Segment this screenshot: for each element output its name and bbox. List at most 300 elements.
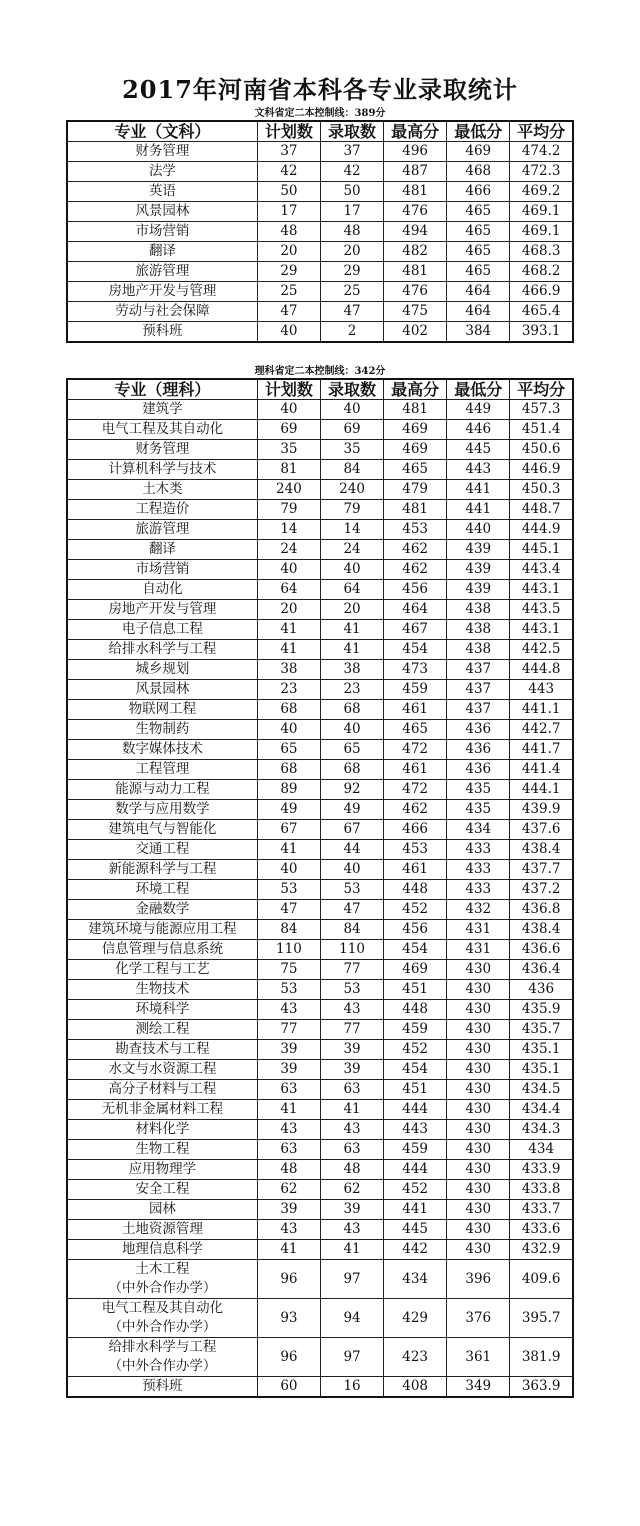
cell-major: 材料化学: [67, 1120, 257, 1140]
cell-admitted: 77: [320, 1020, 383, 1040]
cell-major: 土木类: [67, 480, 257, 500]
cell-plan: 63: [257, 1080, 320, 1100]
cell-major: 劳动与社会保障: [67, 302, 257, 322]
cell-plan: 43: [257, 1000, 320, 1020]
cell-min-score: 432: [447, 900, 510, 920]
column-header-admitted: 录取数: [320, 121, 383, 142]
cell-admitted: 49: [320, 800, 383, 820]
cell-admitted: 97: [320, 1338, 383, 1377]
cell-min-score: 430: [447, 1140, 510, 1160]
cell-major: 旅游管理: [67, 262, 257, 282]
cell-admitted: 41: [320, 620, 383, 640]
cell-max-score: 476: [384, 282, 447, 302]
cell-min-score: 434: [447, 820, 510, 840]
cell-admitted: 47: [320, 900, 383, 920]
table-row: [67, 202, 573, 222]
cell-plan: 41: [257, 1240, 320, 1260]
table-row: [67, 640, 573, 660]
cell-avg-score: 363.9: [510, 1377, 573, 1398]
cell-plan: 110: [257, 940, 320, 960]
cell-plan: 43: [257, 1120, 320, 1140]
table-row: [67, 780, 573, 800]
cell-avg-score: 443: [510, 680, 573, 700]
cell-major: 安全工程: [67, 1180, 257, 1200]
cell-admitted: 110: [320, 940, 383, 960]
cell-admitted: 69: [320, 420, 383, 440]
table-row: [67, 500, 573, 520]
cell-min-score: 430: [447, 1040, 510, 1060]
cell-major: 水文与水资源工程: [67, 1060, 257, 1080]
cell-avg-score: 468.2: [510, 262, 573, 282]
cell-major: 新能源科学与工程: [67, 860, 257, 880]
cell-max-score: 454: [384, 1060, 447, 1080]
column-header-admitted: 录取数: [320, 379, 383, 400]
cell-avg-score: 433.6: [510, 1220, 573, 1240]
cell-major: 测绘工程: [67, 1020, 257, 1040]
arts-admission-table: [66, 120, 574, 343]
cell-min-score: 430: [447, 1220, 510, 1240]
cell-avg-score: 451.4: [510, 420, 573, 440]
cell-admitted: 39: [320, 1200, 383, 1220]
cell-major: 建筑环境与能源应用工程: [67, 920, 257, 940]
cell-major: 电子信息工程: [67, 620, 257, 640]
cell-max-score: 444: [384, 1160, 447, 1180]
table-row: [67, 1200, 573, 1220]
cell-min-score: 436: [447, 760, 510, 780]
cell-major: 数学与应用数学: [67, 800, 257, 820]
cell-plan: 64: [257, 580, 320, 600]
cell-avg-score: 381.9: [510, 1338, 573, 1377]
table-row: [67, 560, 573, 580]
cell-plan: 20: [257, 600, 320, 620]
cell-min-score: 433: [447, 840, 510, 860]
cell-admitted: 67: [320, 820, 383, 840]
cell-plan: 47: [257, 302, 320, 322]
cell-min-score: 437: [447, 700, 510, 720]
cell-major: 生物制药: [67, 720, 257, 740]
column-header-major: 专业（文科）: [67, 121, 257, 142]
cell-major: 电气工程及其自动化: [67, 420, 257, 440]
cell-major: 旅游管理: [67, 520, 257, 540]
cell-major: 房地产开发与管理: [67, 600, 257, 620]
cell-min-score: 430: [447, 1200, 510, 1220]
table-header-row: [67, 121, 573, 142]
cell-admitted: 43: [320, 1220, 383, 1240]
cell-max-score: 476: [384, 202, 447, 222]
cell-plan: 39: [257, 1060, 320, 1080]
table-row: [67, 1377, 573, 1398]
cell-avg-score: 435.7: [510, 1020, 573, 1040]
cell-admitted: 39: [320, 1060, 383, 1080]
cell-admitted: 40: [320, 720, 383, 740]
cell-min-score: 430: [447, 980, 510, 1000]
cell-plan: 69: [257, 420, 320, 440]
cell-max-score: 452: [384, 1040, 447, 1060]
cell-major: 环境工程: [67, 880, 257, 900]
cell-min-score: 396: [447, 1260, 510, 1299]
cell-major: 数字媒体技术: [67, 740, 257, 760]
table-row: [67, 740, 573, 760]
cell-major: 工程管理: [67, 760, 257, 780]
column-header-max-score: 最高分: [384, 121, 447, 142]
cell-min-score: 433: [447, 880, 510, 900]
table-row: [67, 1338, 573, 1377]
cell-major: 财务管理: [67, 142, 257, 162]
cell-avg-score: 442.7: [510, 720, 573, 740]
cell-max-score: 494: [384, 222, 447, 242]
cell-max-score: 469: [384, 440, 447, 460]
cell-major: 地理信息科学: [67, 1240, 257, 1260]
cell-max-score: 465: [384, 460, 447, 480]
cell-max-score: 454: [384, 940, 447, 960]
cell-min-score: 376: [447, 1299, 510, 1338]
cell-plan: 41: [257, 1100, 320, 1120]
cell-avg-score: 435.9: [510, 1000, 573, 1020]
cell-avg-score: 437.6: [510, 820, 573, 840]
cell-plan: 53: [257, 880, 320, 900]
cell-plan: 17: [257, 202, 320, 222]
cell-admitted: 42: [320, 162, 383, 182]
cell-min-score: 430: [447, 1180, 510, 1200]
cell-plan: 48: [257, 1160, 320, 1180]
cell-avg-score: 457.3: [510, 400, 573, 420]
cell-min-score: 465: [447, 262, 510, 282]
cell-major: 风景园林: [67, 202, 257, 222]
cell-max-score: 442: [384, 1240, 447, 1260]
table-row: [67, 162, 573, 182]
cell-min-score: 435: [447, 780, 510, 800]
cell-major: 市场营销: [67, 222, 257, 242]
cell-admitted: 68: [320, 760, 383, 780]
cell-max-score: 444: [384, 1100, 447, 1120]
cell-admitted: 37: [320, 142, 383, 162]
cell-major: 信息管理与信息系统: [67, 940, 257, 960]
cell-admitted: 2: [320, 322, 383, 343]
cell-major: 给排水科学与工程: [67, 640, 257, 660]
cell-admitted: 84: [320, 920, 383, 940]
table-row: [67, 660, 573, 680]
cell-avg-score: 441.4: [510, 760, 573, 780]
cell-avg-score: 409.6: [510, 1260, 573, 1299]
cell-max-score: 481: [384, 262, 447, 282]
cell-avg-score: 437.7: [510, 860, 573, 880]
cell-admitted: 29: [320, 262, 383, 282]
cell-admitted: 63: [320, 1080, 383, 1100]
cell-avg-score: 444.9: [510, 520, 573, 540]
cell-min-score: 439: [447, 560, 510, 580]
cell-max-score: 487: [384, 162, 447, 182]
table-row: [67, 480, 573, 500]
cell-max-score: 469: [384, 420, 447, 440]
cell-avg-score: 395.7: [510, 1299, 573, 1338]
table-row: [67, 182, 573, 202]
column-header-max-score: 最高分: [384, 379, 447, 400]
cell-min-score: 443: [447, 460, 510, 480]
cell-major: 翻译: [67, 242, 257, 262]
cell-major: 应用物理学: [67, 1160, 257, 1180]
cell-avg-score: 434.4: [510, 1100, 573, 1120]
cell-min-score: 468: [447, 162, 510, 182]
cell-max-score: 456: [384, 920, 447, 940]
cell-avg-score: 442.5: [510, 640, 573, 660]
cell-min-score: 464: [447, 282, 510, 302]
cell-admitted: 41: [320, 1100, 383, 1120]
cell-max-score: 459: [384, 1140, 447, 1160]
cell-plan: 20: [257, 242, 320, 262]
cell-admitted: 64: [320, 580, 383, 600]
cell-max-score: 462: [384, 800, 447, 820]
cell-plan: 60: [257, 1377, 320, 1398]
cell-max-score: 475: [384, 302, 447, 322]
column-header-major: 专业（理科）: [67, 379, 257, 400]
cell-plan: 42: [257, 162, 320, 182]
column-header-avg-score: 平均分: [510, 379, 573, 400]
cell-min-score: 437: [447, 680, 510, 700]
cell-max-score: 472: [384, 780, 447, 800]
cell-major: 土木工程 （中外合作办学）: [67, 1260, 257, 1299]
cell-plan: 96: [257, 1338, 320, 1377]
cell-major: 建筑电气与智能化: [67, 820, 257, 840]
cell-max-score: 481: [384, 182, 447, 202]
column-header-min-score: 最低分: [447, 121, 510, 142]
cell-min-score: 436: [447, 720, 510, 740]
cell-min-score: 436: [447, 740, 510, 760]
cell-admitted: 94: [320, 1299, 383, 1338]
cell-plan: 40: [257, 720, 320, 740]
cell-min-score: 441: [447, 480, 510, 500]
cell-max-score: 454: [384, 640, 447, 660]
table-row: [67, 620, 573, 640]
cell-plan: 67: [257, 820, 320, 840]
cell-avg-score: 433.9: [510, 1160, 573, 1180]
cell-plan: 25: [257, 282, 320, 302]
table-row: [67, 800, 573, 820]
table-row: [67, 302, 573, 322]
cell-admitted: 40: [320, 560, 383, 580]
cell-major: 化学工程与工艺: [67, 960, 257, 980]
cell-plan: 40: [257, 860, 320, 880]
table-row: [67, 700, 573, 720]
cell-avg-score: 450.3: [510, 480, 573, 500]
cell-min-score: 431: [447, 940, 510, 960]
cell-plan: 68: [257, 760, 320, 780]
cell-major: 财务管理: [67, 440, 257, 460]
cell-max-score: 481: [384, 400, 447, 420]
cell-plan: 53: [257, 980, 320, 1000]
cell-max-score: 459: [384, 680, 447, 700]
cell-min-score: 384: [447, 322, 510, 343]
cell-admitted: 14: [320, 520, 383, 540]
cell-major: 市场营销: [67, 560, 257, 580]
cell-admitted: 43: [320, 1000, 383, 1020]
cell-admitted: 20: [320, 600, 383, 620]
cell-avg-score: 469.2: [510, 182, 573, 202]
table-row: [67, 1020, 573, 1040]
cell-major: 翻译: [67, 540, 257, 560]
cell-max-score: 451: [384, 980, 447, 1000]
cell-min-score: 439: [447, 540, 510, 560]
cell-plan: 240: [257, 480, 320, 500]
cell-min-score: 445: [447, 440, 510, 460]
cell-min-score: 437: [447, 660, 510, 680]
cell-major: 环境科学: [67, 1000, 257, 1020]
cell-avg-score: 443.1: [510, 620, 573, 640]
cell-plan: 68: [257, 700, 320, 720]
cell-admitted: 62: [320, 1180, 383, 1200]
cell-avg-score: 437.2: [510, 880, 573, 900]
cell-min-score: 430: [447, 1080, 510, 1100]
cell-plan: 39: [257, 1200, 320, 1220]
cell-plan: 14: [257, 520, 320, 540]
column-header-avg-score: 平均分: [510, 121, 573, 142]
cell-max-score: 462: [384, 540, 447, 560]
cell-avg-score: 443.1: [510, 580, 573, 600]
table-row: [67, 860, 573, 880]
cell-max-score: 481: [384, 500, 447, 520]
cell-admitted: 38: [320, 660, 383, 680]
science-admission-table: [66, 378, 574, 1398]
table-row: [67, 1220, 573, 1240]
cell-max-score: 434: [384, 1260, 447, 1299]
cell-avg-score: 434: [510, 1140, 573, 1160]
cell-plan: 38: [257, 660, 320, 680]
cell-plan: 62: [257, 1180, 320, 1200]
cell-plan: 49: [257, 800, 320, 820]
cell-max-score: 423: [384, 1338, 447, 1377]
cell-min-score: 430: [447, 1100, 510, 1120]
table-row: [67, 1000, 573, 1020]
cell-major: 法学: [67, 162, 257, 182]
cell-min-score: 438: [447, 640, 510, 660]
table-row: [67, 820, 573, 840]
cell-plan: 77: [257, 1020, 320, 1040]
table-row: [67, 222, 573, 242]
cell-major: 电气工程及其自动化 （中外合作办学）: [67, 1299, 257, 1338]
cell-min-score: 430: [447, 1020, 510, 1040]
cell-plan: 39: [257, 1040, 320, 1060]
cell-plan: 96: [257, 1260, 320, 1299]
cell-avg-score: 393.1: [510, 322, 573, 343]
cell-admitted: 63: [320, 1140, 383, 1160]
cell-min-score: 465: [447, 242, 510, 262]
cell-max-score: 443: [384, 1120, 447, 1140]
cell-avg-score: 439.9: [510, 800, 573, 820]
cell-plan: 75: [257, 960, 320, 980]
cell-min-score: 465: [447, 222, 510, 242]
cell-admitted: 20: [320, 242, 383, 262]
table-row: [67, 1140, 573, 1160]
cell-major: 预科班: [67, 322, 257, 343]
cell-avg-score: 472.3: [510, 162, 573, 182]
table-row: [67, 920, 573, 940]
cell-admitted: 23: [320, 680, 383, 700]
cell-admitted: 44: [320, 840, 383, 860]
cell-avg-score: 436: [510, 980, 573, 1000]
cell-min-score: 446: [447, 420, 510, 440]
cell-avg-score: 446.9: [510, 460, 573, 480]
cell-plan: 29: [257, 262, 320, 282]
cell-min-score: 433: [447, 860, 510, 880]
cell-avg-score: 445.1: [510, 540, 573, 560]
cell-admitted: 53: [320, 880, 383, 900]
column-header-plan: 计划数: [257, 121, 320, 142]
cell-admitted: 84: [320, 460, 383, 480]
cell-major: 交通工程: [67, 840, 257, 860]
table-row: [67, 440, 573, 460]
cell-min-score: 361: [447, 1338, 510, 1377]
cell-admitted: 39: [320, 1040, 383, 1060]
cell-plan: 93: [257, 1299, 320, 1338]
cell-avg-score: 434.5: [510, 1080, 573, 1100]
cell-min-score: 430: [447, 1240, 510, 1260]
cell-plan: 81: [257, 460, 320, 480]
cell-avg-score: 450.6: [510, 440, 573, 460]
cell-plan: 41: [257, 620, 320, 640]
cell-plan: 79: [257, 500, 320, 520]
table-row: [67, 420, 573, 440]
cell-plan: 89: [257, 780, 320, 800]
cell-max-score: 466: [384, 820, 447, 840]
cell-avg-score: 441.7: [510, 740, 573, 760]
cell-avg-score: 448.7: [510, 500, 573, 520]
cell-avg-score: 443.4: [510, 560, 573, 580]
cell-min-score: 430: [447, 1060, 510, 1080]
arts-cutoff-note: 文科省定二本控制线：389分: [254, 108, 386, 119]
cell-admitted: 40: [320, 400, 383, 420]
cell-admitted: 77: [320, 960, 383, 980]
cell-admitted: 48: [320, 222, 383, 242]
cell-admitted: 53: [320, 980, 383, 1000]
cell-max-score: 451: [384, 1080, 447, 1100]
cell-max-score: 464: [384, 600, 447, 620]
cell-admitted: 48: [320, 1160, 383, 1180]
cell-admitted: 79: [320, 500, 383, 520]
cell-avg-score: 433.8: [510, 1180, 573, 1200]
cell-max-score: 453: [384, 520, 447, 540]
cell-admitted: 97: [320, 1260, 383, 1299]
cell-max-score: 452: [384, 1180, 447, 1200]
cell-plan: 65: [257, 740, 320, 760]
table-row: [67, 960, 573, 980]
cell-avg-score: 438.4: [510, 920, 573, 940]
table-row: [67, 1240, 573, 1260]
cell-plan: 48: [257, 222, 320, 242]
cell-max-score: 482: [384, 242, 447, 262]
cell-admitted: 240: [320, 480, 383, 500]
cell-avg-score: 474.2: [510, 142, 573, 162]
cell-avg-score: 435.1: [510, 1040, 573, 1060]
science-cutoff-note: 理科省定二本控制线：342分: [254, 366, 386, 377]
cell-major: 生物技术: [67, 980, 257, 1000]
page-title: 2017年河南省本科各专业录取统计: [122, 75, 518, 104]
cell-max-score: 465: [384, 720, 447, 740]
table-row: [67, 680, 573, 700]
cell-plan: 63: [257, 1140, 320, 1160]
cell-avg-score: 465.4: [510, 302, 573, 322]
cell-plan: 37: [257, 142, 320, 162]
cell-major: 勘查技术与工程: [67, 1040, 257, 1060]
table-header-row: [67, 379, 573, 400]
table-row: [67, 1299, 573, 1338]
cell-major: 工程造价: [67, 500, 257, 520]
cell-max-score: 448: [384, 1000, 447, 1020]
cell-min-score: 430: [447, 1120, 510, 1140]
cell-max-score: 461: [384, 700, 447, 720]
cell-major: 给排水科学与工程 （中外合作办学）: [67, 1338, 257, 1377]
cell-plan: 24: [257, 540, 320, 560]
table-row: [67, 520, 573, 540]
cell-admitted: 35: [320, 440, 383, 460]
